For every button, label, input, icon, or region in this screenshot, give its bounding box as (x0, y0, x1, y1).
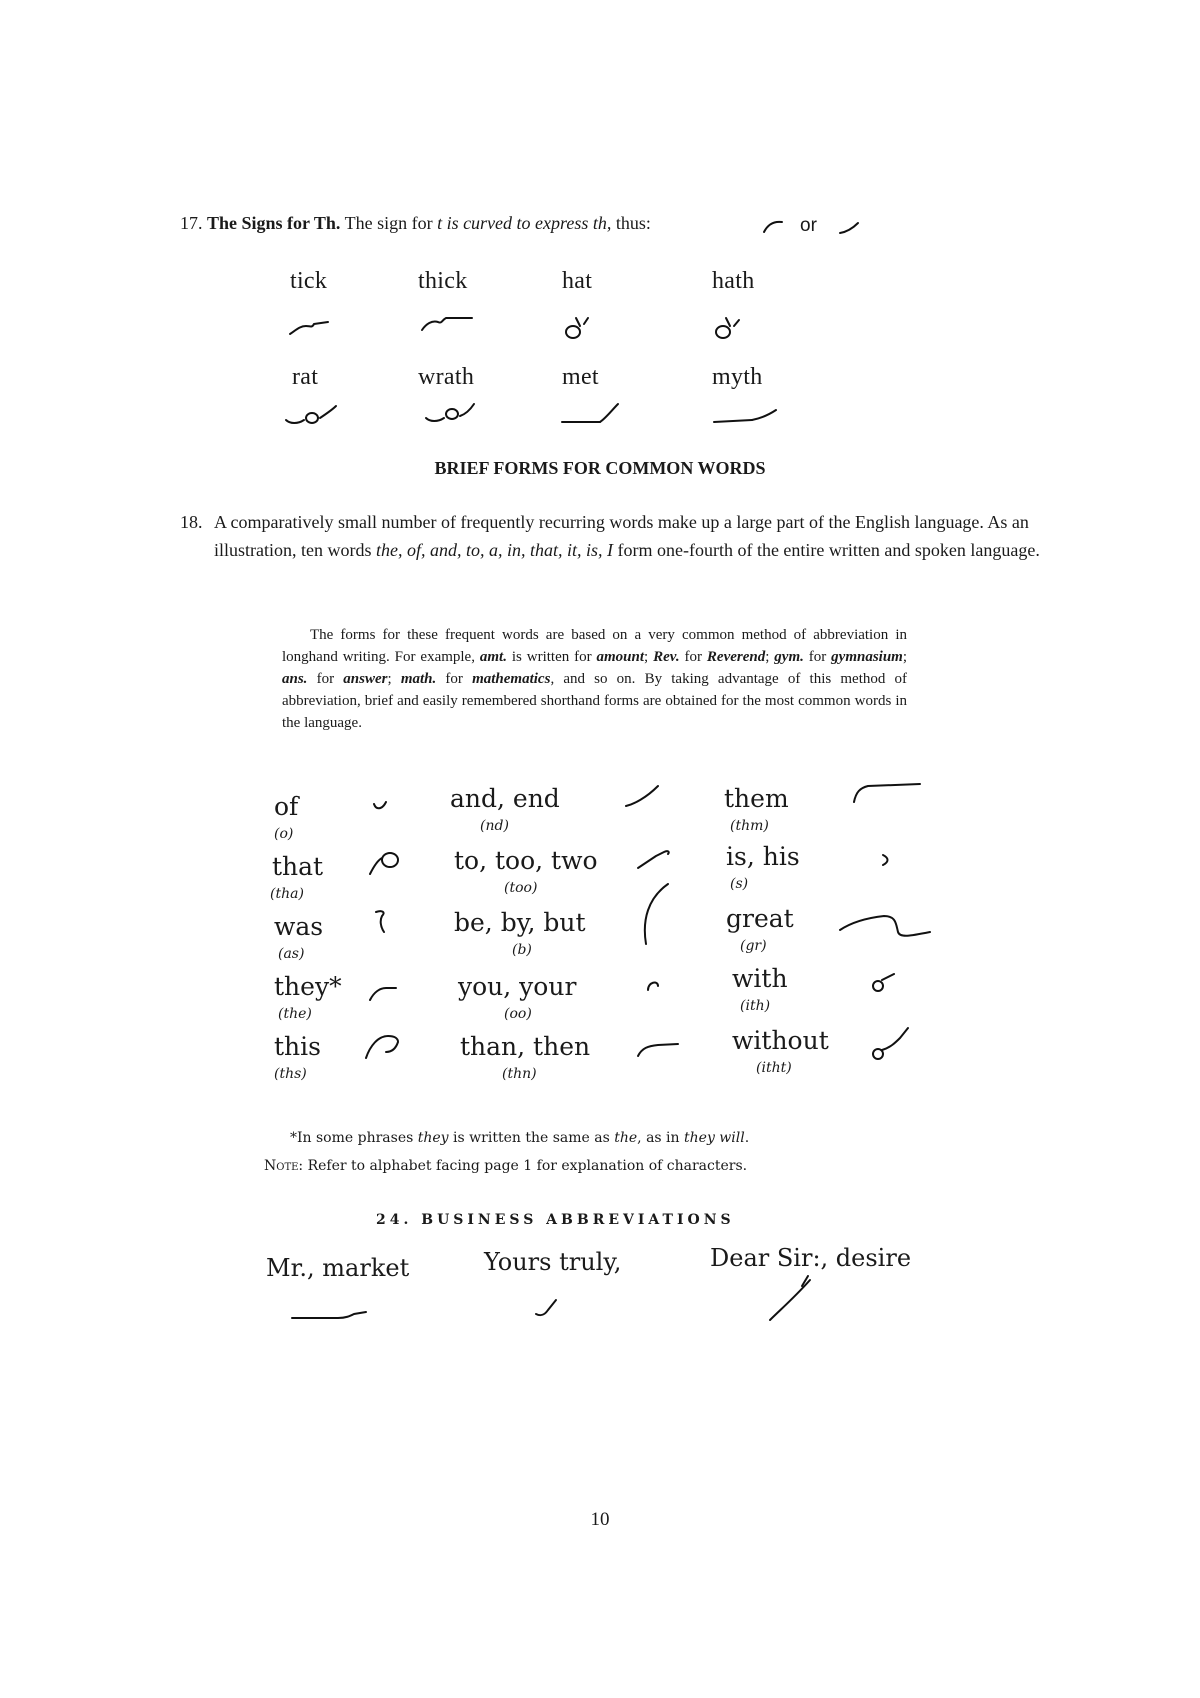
brief-outline-this-icon (364, 1030, 404, 1062)
brief-word-and-end: and, end (450, 784, 560, 813)
section-17-heading (180, 213, 651, 234)
business-abbreviations-title: 24. BUSINESS ABBREVIATIONS (376, 1212, 735, 1228)
brief-outline-than-then-icon (636, 1040, 682, 1060)
brief-key-that: (tha) (270, 886, 304, 902)
footnote-text-1: *In some phrases (290, 1130, 414, 1146)
brief-outline-is-his-icon (880, 852, 894, 868)
footnote-text-2: is written the same as (453, 1130, 610, 1146)
section-17-lead: The sign for (344, 213, 433, 233)
brief-key-is-his: (s) (730, 876, 749, 892)
brief-word-them: them (724, 784, 789, 813)
brief-forms-title: BRIEF FORMS FOR COMMON WORDS (434, 458, 766, 478)
outline-hath-icon (712, 314, 742, 344)
inner-text-11: , and so on. By taking advantage of this method of abbreviation, brief and easily remembered shorthand forms are obtained for the most common words in the language. (282, 671, 908, 731)
brief-word-without: without (732, 1026, 829, 1055)
abbr-rev: Rev. (653, 649, 680, 665)
section-18-text-b: form one-fourth of the entire written and spoken language. (617, 540, 1040, 560)
or-word: or (800, 215, 817, 236)
abbr-math: math. (400, 671, 437, 687)
brief-outline-without-icon (870, 1024, 914, 1064)
brief-word-they: they* (274, 972, 342, 1001)
th-sign-right-icon (838, 220, 860, 236)
brief-key-great: (gr) (740, 938, 767, 954)
brief-outline-and-end-icon (620, 782, 666, 812)
brief-key-and-end: (nd) (480, 818, 509, 834)
brief-word-is-his: is, his (726, 842, 800, 871)
section-17-thus: thus: (615, 213, 651, 233)
word-hat: hat (562, 268, 593, 294)
word-amount: amount (596, 649, 645, 665)
business-outline-mr-market-icon (290, 1308, 370, 1322)
section-18-text-a: A comparatively small number of frequently recurring words make up a large part of the English language. As an illustration, ten words (214, 512, 1029, 560)
word-wrath: wrath (418, 364, 475, 390)
word-thick: thick (418, 268, 468, 294)
note (264, 1158, 747, 1174)
brief-key-was: (as) (278, 946, 305, 962)
word-met: met (562, 364, 599, 390)
brief-key-to-too-two: (too) (504, 880, 538, 896)
inner-paragraph (282, 624, 907, 734)
inner-text-1: The forms for these frequent words are based on a very common method of abbreviation in longhand writing. For example, (282, 627, 907, 665)
brief-word-that: that (272, 852, 324, 881)
section-18-italic-words: the, of, and, to, a, in, that, it, is, I (375, 540, 613, 560)
th-sign-left-icon (762, 218, 784, 234)
brief-outline-was-icon (372, 908, 394, 936)
abbr-ans: ans. (282, 671, 308, 687)
word-gymnasium: gymnasium (831, 649, 903, 665)
note-label: Note: (264, 1158, 304, 1174)
word-answer: answer (343, 671, 388, 687)
business-outline-dear-sir-icon (766, 1272, 816, 1324)
brief-key-of: (o) (274, 826, 294, 842)
footnote (290, 1130, 749, 1146)
footnote-the: the (614, 1130, 638, 1146)
brief-outline-you-your-icon (646, 978, 664, 994)
brief-outline-with-icon (870, 970, 900, 996)
inner-text-3: ; (644, 649, 649, 665)
brief-key-without: (itht) (756, 1060, 792, 1076)
brief-outline-of-icon (372, 798, 390, 814)
brief-key-with: (ith) (740, 998, 771, 1014)
section-18-number: 18. (180, 512, 203, 532)
inner-text-8: for (316, 671, 335, 687)
brief-key-you-your: (oo) (504, 1006, 532, 1022)
inner-text-9: ; (387, 671, 392, 687)
outline-rat-icon (284, 402, 340, 428)
outline-thick-icon (420, 312, 476, 334)
word-reverend: Reverend (706, 649, 766, 665)
brief-outline-that-icon (368, 848, 404, 878)
business-outline-yours-truly-icon (534, 1296, 560, 1320)
brief-word-was: was (274, 912, 324, 941)
business-word-dear-sir-desire: Dear Sir:, desire (710, 1244, 912, 1272)
brief-key-this: (ths) (274, 1066, 307, 1082)
brief-word-of: of (274, 792, 299, 821)
brief-outline-them-icon (852, 782, 924, 806)
brief-outline-be-by-but-icon (638, 880, 674, 950)
outline-met-icon (560, 400, 622, 426)
brief-word-great: great (726, 904, 794, 933)
inner-text-7: ; (902, 649, 908, 665)
inner-text-6: for (808, 649, 827, 665)
inner-text-2: is written for (511, 649, 592, 665)
footnote-they-will: they will (684, 1130, 745, 1146)
outline-tick-icon (288, 316, 332, 338)
abbr-amt: amt. (479, 649, 507, 665)
outline-wrath-icon (424, 400, 480, 426)
inner-text-4: for (684, 649, 703, 665)
word-tick: tick (290, 268, 328, 294)
footnote-text-4: . (744, 1130, 750, 1146)
brief-word-you-your: you, your (458, 972, 577, 1001)
brief-outline-they-icon (368, 980, 402, 1004)
brief-outline-to-too-two-icon (636, 846, 674, 872)
footnote-text-3: , as in (637, 1130, 680, 1146)
page-number: 10 (590, 1509, 610, 1530)
brief-key-them: (thm) (730, 818, 769, 834)
note-text: Refer to alphabet facing page 1 for explanation of characters. (307, 1158, 748, 1174)
business-word-yours-truly: Yours truly, (484, 1248, 622, 1276)
brief-word-be-by-but: be, by, but (454, 908, 586, 937)
footnote-they: they (417, 1130, 449, 1146)
brief-word-this: this (274, 1032, 321, 1061)
word-hath: hath (712, 268, 755, 294)
word-myth: myth (712, 364, 763, 390)
brief-key-be-by-but: (b) (512, 942, 532, 958)
inner-text-5: ; (765, 649, 770, 665)
brief-word-than-then: than, then (460, 1032, 591, 1061)
outline-hat-icon (562, 314, 592, 344)
section-17-title: The Signs for Th. (207, 213, 341, 233)
section-17-number: 17. (180, 213, 203, 233)
brief-word-to-too-two: to, too, two (454, 846, 598, 875)
business-word-mr-market: Mr., market (266, 1254, 410, 1282)
brief-word-with: with (732, 964, 788, 993)
section-17-italic: t is curved to express th, (437, 213, 612, 233)
word-rat: rat (292, 364, 319, 390)
section-18-paragraph (180, 508, 1060, 564)
brief-outline-great-icon (838, 908, 934, 940)
inner-text-10: for (445, 671, 463, 687)
word-mathematics: mathematics (472, 671, 551, 687)
outline-myth-icon (712, 402, 780, 424)
brief-key-they: (the) (278, 1006, 312, 1022)
brief-key-than-then: (thn) (502, 1066, 537, 1082)
abbr-gym: gym. (774, 649, 804, 665)
